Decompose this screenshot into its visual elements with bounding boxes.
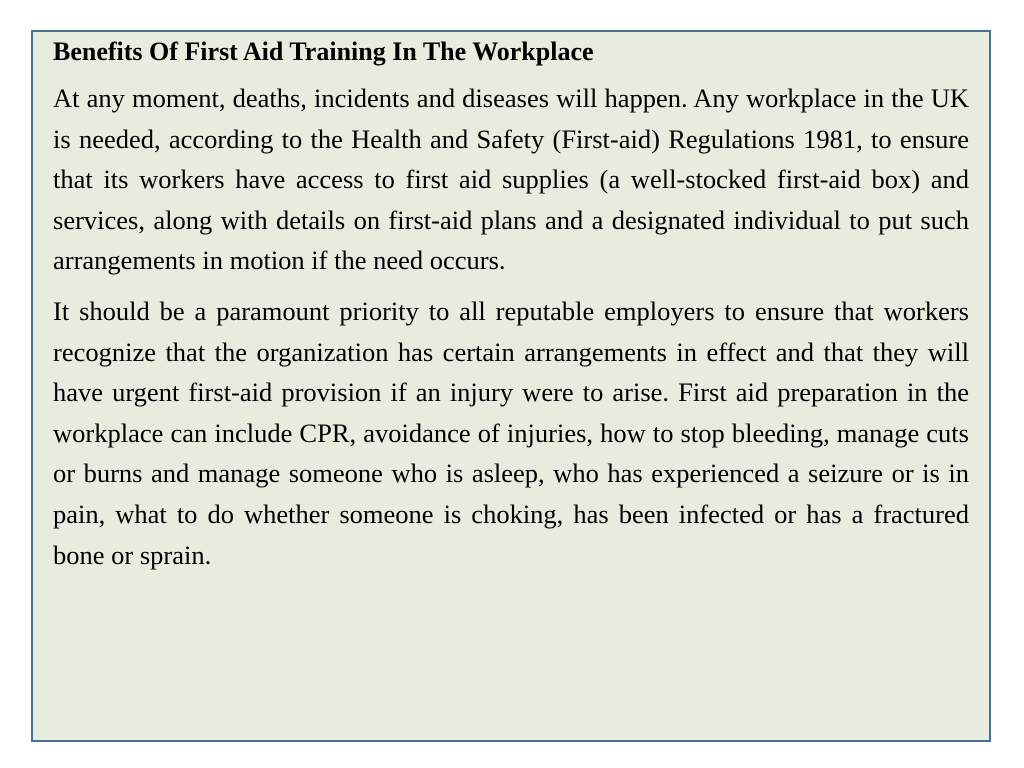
text-box [31, 30, 991, 742]
paragraph-2: It should be a paramount priority to all reputable employers to ensure that workers recognize that the organization has certain arrangements in effect and that they will have urgent first-aid provision if an injury were to arise. First aid preparation in the workplace can include CPR, avoidance of injuries, how to stop bleeding, manage cuts or burns and manage someone who is asleep, who has experienced a seizure or is in pain, what to do whether someone is choking, has been infected or has a fractured bone or sprain. [53, 295, 969, 570]
heading: Benefits Of First Aid Training In The Workplace [53, 37, 594, 66]
paragraph-1: At any moment, deaths, incidents and diseases will happen. Any workplace in the UK is needed, according to the Health and Safety (First-aid) Regulations 1981, to ensure that its workers have access to first aid supplies (a well-stocked first-aid box) and services, along with details on first-aid plans and a designated individual to put such arrangements in motion if the need occurs. [53, 83, 969, 276]
